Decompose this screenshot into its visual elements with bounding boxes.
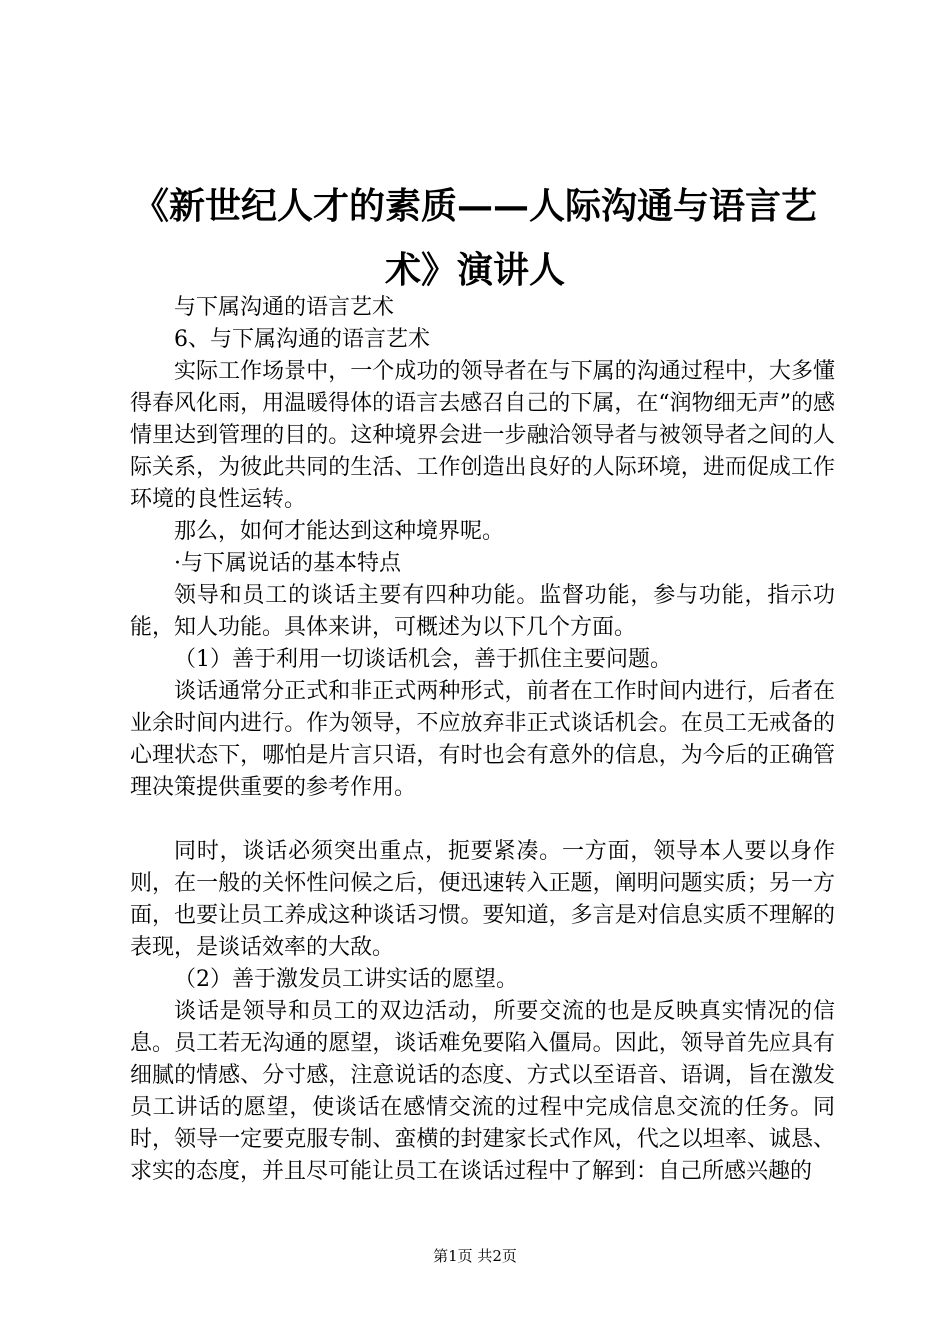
paragraph-section-heading: 6、与下属沟通的语言艺术 — [174, 327, 430, 352]
numbered-heading: （1）善于利用一切谈话机会，善于抓住主要问题。 — [174, 647, 672, 672]
paragraph: 领导和员工的谈话主要有四种功能。监督功能，参与功能，指示功能，知人功能。具体来讲，可概述为以下几个方面。 — [130, 583, 835, 640]
paragraph: 谈话通常分正式和非正式两种形式，前者在工作时间内进行，后者在业余时间内进行。作为领导，不应放弃非正式谈话机会。在员工无戒备的心理状态下，哪怕是片言只语，有时也会有意外的信息，为今后的正确管理决策提供重要的参考作用。 — [130, 679, 835, 800]
document-body — [130, 292, 835, 1188]
paragraph: 实际工作场景中，一个成功的领导者在与下属的沟通过程中，大多懂得春风化雨，用温暖得体的语言去感召自己的下属，在“润物细无声”的感情里达到管理的目的。这种境界会进一步融洽领导者与被领导者之间的人际关系，为彼此共同的生活、工作创造出良好的人际环境，进而促成工作环境的良性运转。 — [130, 359, 835, 512]
page-footer: 第1页 共2页 — [433, 1247, 517, 1265]
paragraph: 同时，谈话必须突出重点，扼要紧凑。一方面，领导本人要以身作则，在一般的关怀性问候之后，便迅速转入正题，阐明问题实质；另一方面，也要让员工养成这种谈话习惯。要知道，多言是对信息实质不理解的表现，是谈话效率的大敌。 — [130, 839, 835, 960]
paragraph: 那么，如何才能达到这种境界呢。 — [174, 519, 505, 544]
document-title-line-1: 《新世纪人才的素质——人际沟通与语言艺 — [132, 185, 817, 227]
numbered-heading: （2）善于激发员工讲实话的愿望。 — [174, 967, 518, 992]
bullet-heading: ·与下属说话的基本特点 — [174, 551, 401, 576]
paragraph: 谈话是领导和员工的双边活动，所要交流的也是反映真实情况的信息。员工若无沟通的愿望，谈话难免要陷入僵局。因此，领导首先应具有细腻的情感、分寸感，注意说话的态度、方式以至语音、语调，旨在激发员工讲话的愿望，使谈话在感情交流的过程中完成信息交流的任务。同时，领导一定要克服专制、蛮横的封建家长式作风，代之以坦率、诚恳、求实的态度，并且尽可能让员工在谈话过程中了解到：自己所感兴趣的 — [130, 999, 835, 1184]
document-title-line-2: 术》演讲人 — [384, 249, 565, 291]
paragraph-heading: 与下属沟通的语言艺术 — [174, 295, 395, 320]
